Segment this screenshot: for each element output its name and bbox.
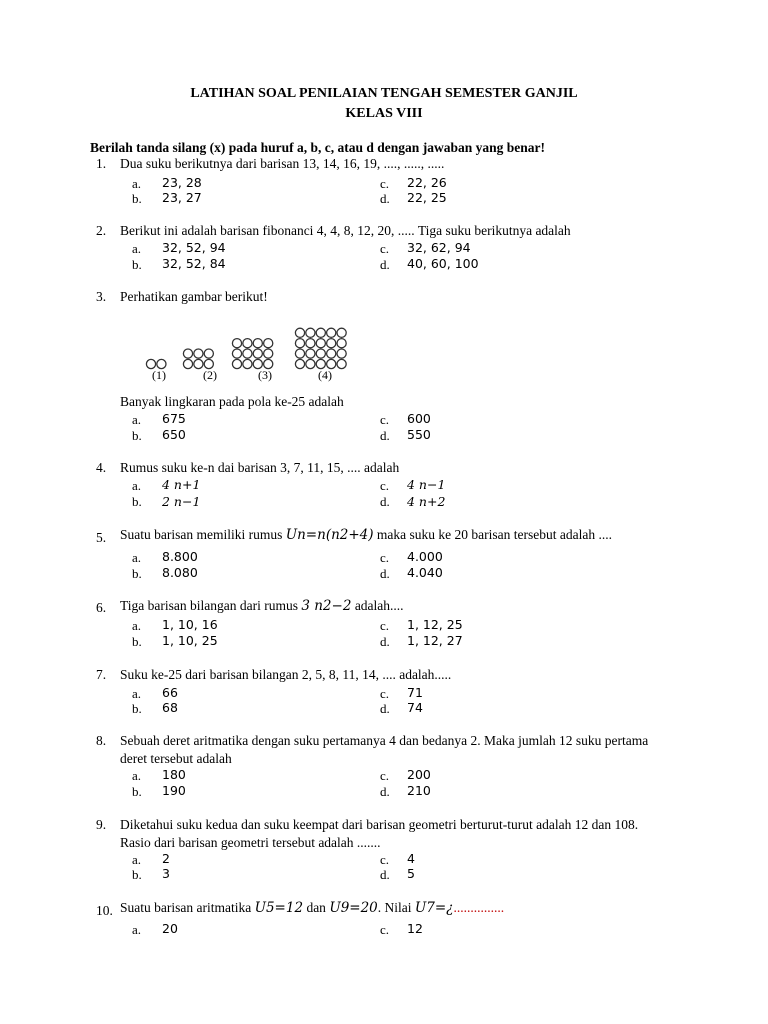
question-text-2: deret tersebut adalah (120, 751, 232, 766)
pattern-circle (337, 349, 346, 358)
question-text-post: maka suku ke 20 barisan tersebut adalah .... (373, 527, 612, 542)
option-c[interactable]: 4 (407, 851, 415, 866)
question-number: 10. (96, 903, 113, 918)
option-letter: c. (380, 412, 390, 427)
pattern-circle (327, 349, 336, 358)
option-letter: d. (380, 191, 390, 206)
figure-label-4: (4) (318, 368, 332, 382)
question-text: Suku ke-25 dari barisan bilangan 2, 5, 8, 11, 14, .... adalah..... (120, 667, 452, 682)
option-letter: d. (380, 494, 390, 509)
option-c[interactable]: 200 (407, 767, 431, 782)
option-c[interactable]: 1, 12, 25 (407, 617, 463, 632)
pattern-circle (316, 349, 325, 358)
option-letter: a. (132, 550, 142, 565)
pattern-circle (337, 339, 346, 348)
pattern-circle (327, 328, 336, 337)
option-letter: c. (380, 768, 390, 783)
question-text-pre: Suatu barisan aritmatika (120, 900, 255, 915)
pattern-circle (306, 359, 315, 368)
question-text-post: adalah.... (351, 598, 404, 613)
question-text-mid2: . Nilai (377, 900, 415, 915)
question-text-2: Rasio dari barisan geometri tersebut adalah ....... (120, 835, 381, 850)
pattern-circle (243, 349, 252, 358)
pattern-circle (253, 349, 262, 358)
formula: Un=n(n2+4) (285, 527, 374, 543)
option-b[interactable]: 1, 10, 25 (162, 633, 218, 648)
option-b[interactable]: 2 n−1 (162, 494, 201, 509)
option-a[interactable]: 32, 52, 94 (162, 240, 226, 255)
option-b[interactable]: 23, 27 (162, 190, 202, 205)
answer-blank[interactable]: ............... (453, 900, 505, 915)
option-letter: d. (380, 566, 390, 581)
pattern-circle (243, 339, 252, 348)
pattern-circle (232, 349, 241, 358)
question-number: 4. (96, 460, 107, 475)
option-letter: c. (380, 478, 390, 493)
question-text: Diketahui suku kedua dan suku keempat dari barisan geometri berturut-turut adalah 12 dan 108. (120, 817, 639, 832)
option-b[interactable]: 8.080 (162, 565, 198, 580)
option-c[interactable]: 600 (407, 411, 431, 426)
pattern-circle (253, 339, 262, 348)
formula-u9: U9=20 (329, 900, 378, 916)
option-a[interactable]: 4 n+1 (162, 477, 201, 492)
option-c[interactable]: 32, 62, 94 (407, 240, 471, 255)
question-text: Dua suku berikutnya dari barisan 13, 14, 16, 19, ...., ....., ..... (120, 156, 445, 171)
option-b[interactable]: 68 (162, 700, 178, 715)
pattern-circle (316, 339, 325, 348)
question-number: 7. (96, 667, 107, 682)
option-letter: b. (132, 494, 142, 509)
option-letter: d. (380, 257, 390, 272)
option-letter: d. (380, 867, 390, 882)
question-number: 6. (96, 600, 107, 615)
option-letter: b. (132, 566, 142, 581)
option-d[interactable]: 5 (407, 866, 415, 881)
option-b[interactable]: 650 (162, 427, 186, 442)
option-b[interactable]: 3 (162, 866, 170, 881)
title-line-1: LATIHAN SOAL PENILAIAN TENGAH SEMESTER GANJIL (190, 86, 578, 101)
option-c[interactable]: 71 (407, 685, 423, 700)
question-text: Berikut ini adalah barisan fibonanci 4, 4, 8, 12, 20, ..... Tiga suku berikutnya adalah (120, 223, 571, 238)
pattern-circle (232, 339, 241, 348)
option-letter: b. (132, 784, 142, 799)
option-a[interactable]: 1, 10, 16 (162, 617, 218, 632)
question-text (120, 527, 612, 543)
option-letter: a. (132, 241, 142, 256)
question-number: 3. (96, 289, 107, 304)
figure-label-2: (2) (203, 368, 217, 382)
option-letter: b. (132, 191, 142, 206)
option-letter: c. (380, 618, 390, 633)
option-letter: b. (132, 701, 142, 716)
option-a[interactable]: 675 (162, 411, 186, 426)
option-a[interactable]: 180 (162, 767, 186, 782)
option-letter: b. (132, 257, 142, 272)
option-c[interactable]: 4.000 (407, 549, 443, 564)
pattern-circle (204, 349, 213, 358)
question-text-2: Banyak lingkaran pada pola ke-25 adalah (120, 394, 344, 409)
question-text-mid: dan (303, 900, 330, 915)
option-c[interactable]: 4 n−1 (407, 477, 446, 492)
option-letter: a. (132, 686, 142, 701)
option-d[interactable]: 40, 60, 100 (407, 256, 479, 271)
pattern-circle (295, 349, 304, 358)
option-d[interactable]: 22, 25 (407, 190, 447, 205)
option-letter: c. (380, 176, 390, 191)
option-b[interactable]: 190 (162, 783, 186, 798)
option-letter: c. (380, 922, 390, 937)
pattern-circle (183, 359, 192, 368)
option-letter: a. (132, 768, 142, 783)
pattern-circle (306, 328, 315, 337)
question-text (120, 900, 504, 916)
option-d[interactable]: 1, 12, 27 (407, 633, 463, 648)
question-number: 5. (96, 530, 107, 545)
circle-pattern-figure (140, 308, 370, 388)
option-d[interactable]: 550 (407, 427, 431, 442)
option-d[interactable]: 4.040 (407, 565, 443, 580)
option-c[interactable]: 22, 26 (407, 175, 447, 190)
option-a[interactable]: 23, 28 (162, 175, 202, 190)
pattern-circle (306, 349, 315, 358)
option-c[interactable]: 12 (407, 921, 423, 936)
question-number: 2. (96, 223, 107, 238)
formula-u5: U5=12 (254, 900, 304, 916)
pattern-circle (194, 359, 203, 368)
question-text: Rumus suku ke-n dai barisan 3, 7, 11, 15, .... adalah (120, 460, 400, 475)
option-letter: a. (132, 412, 142, 427)
option-a[interactable]: 8.800 (162, 549, 198, 564)
pattern-circle (264, 339, 273, 348)
question-text (120, 598, 404, 614)
instruction: Berilah tanda silang (x) pada huruf a, b, c, atau d dengan jawaban yang benar! (90, 140, 545, 155)
pattern-circle (337, 328, 346, 337)
title-line-2: KELAS VIII (345, 106, 423, 121)
pattern-circle (264, 349, 273, 358)
option-letter: c. (380, 852, 390, 867)
formula: 3 n2−2 (301, 598, 352, 614)
pattern-circle (194, 349, 203, 358)
pattern-circle (337, 359, 346, 368)
option-letter: d. (380, 701, 390, 716)
pattern-circle (306, 339, 315, 348)
option-d[interactable]: 210 (407, 783, 431, 798)
option-letter: c. (380, 241, 390, 256)
option-a[interactable]: 2 (162, 851, 170, 866)
question-number: 8. (96, 733, 107, 748)
option-a[interactable]: 20 (162, 921, 178, 936)
option-letter: d. (380, 634, 390, 649)
option-d[interactable]: 74 (407, 700, 423, 715)
pattern-circle (183, 349, 192, 358)
option-a[interactable]: 66 (162, 685, 178, 700)
pattern-circle (232, 359, 241, 368)
figure-label-3: (3) (258, 368, 272, 382)
option-letter: d. (380, 784, 390, 799)
option-letter: c. (380, 686, 390, 701)
pattern-circle (316, 328, 325, 337)
option-letter: a. (132, 618, 142, 633)
option-letter: b. (132, 867, 142, 882)
option-letter: b. (132, 634, 142, 649)
question-text-pre: Suatu barisan memiliki rumus (120, 527, 286, 542)
pattern-circle (327, 339, 336, 348)
option-d[interactable]: 4 n+2 (407, 494, 446, 509)
question-text-pre: Tiga barisan bilangan dari rumus (120, 598, 302, 613)
question-text: Sebuah deret aritmatika dengan suku pertamanya 4 dan bedanya 2. Maka jumlah 12 suku pertama (120, 733, 649, 748)
option-letter: c. (380, 550, 390, 565)
pattern-circle (295, 328, 304, 337)
question-text: Perhatikan gambar berikut! (120, 289, 268, 304)
option-letter: a. (132, 176, 142, 191)
question-number: 9. (96, 817, 107, 832)
pattern-circle (243, 359, 252, 368)
option-b[interactable]: 32, 52, 84 (162, 256, 226, 271)
pattern-circle (295, 359, 304, 368)
option-letter: d. (380, 428, 390, 443)
option-letter: a. (132, 478, 142, 493)
question-number: 1. (96, 156, 107, 171)
option-letter: a. (132, 852, 142, 867)
pattern-circle (295, 339, 304, 348)
figure-label-1: (1) (152, 368, 166, 382)
option-letter: b. (132, 428, 142, 443)
formula-u7: U7=¿ (414, 900, 454, 916)
option-letter: a. (132, 922, 142, 937)
